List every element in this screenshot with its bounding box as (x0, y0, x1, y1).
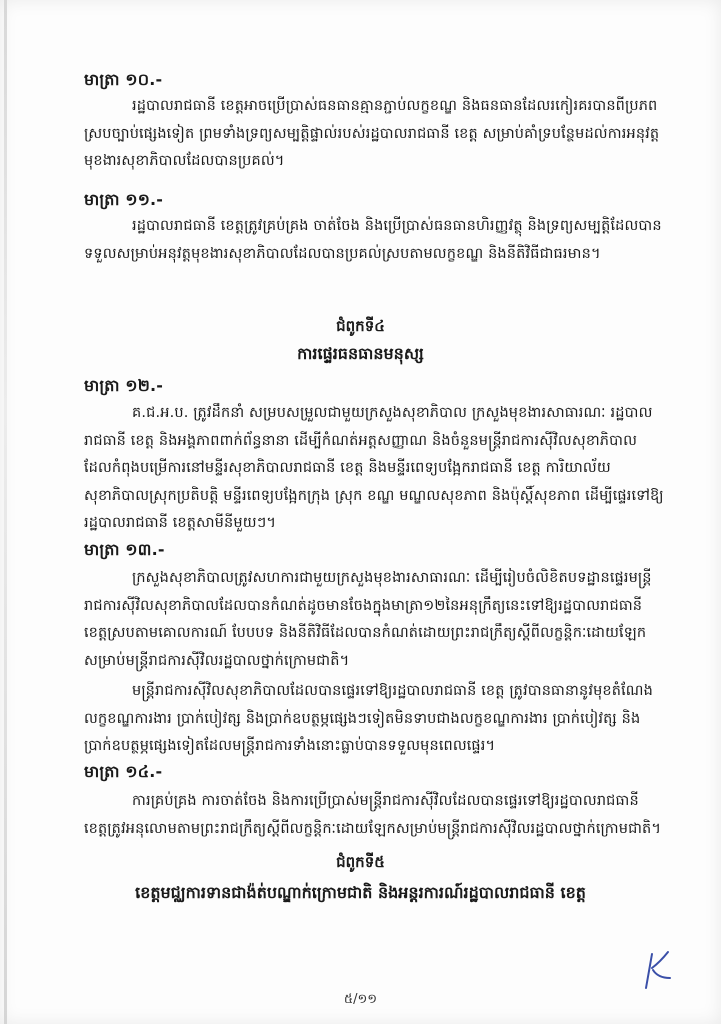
article-10-text: រដ្ឋបាលរាជធានី ខេត្តអាចប្រើប្រាស់ធនធានគ្មានភ្ជាប់លក្ខខណ្ឌ និងធនធានដែលរកៀរគរបានពីប្រភពស្របច្បាប់ផ្សេងទៀត ព្រមទាំងទ្រព្យសម្បត្តិផ្ទាល់របស់រដ្ឋបាលរាជធានី ខេត្ត សម្រាប់គាំទ្របន្ថែមដល់ការអនុវត្តមុខងារសុខាភិបាលដែលបានប្រគល់។ (84, 98, 660, 170)
article-13-body-2 (84, 678, 664, 761)
article-11-body (84, 213, 664, 268)
article-12-heading: មាត្រា ១២.- (84, 376, 164, 395)
article-14-text: ការគ្រប់គ្រង ការចាត់ចែង និងការប្រើប្រាស់មន្ត្រីរាជការស៊ីវិលដែលបានផ្ទេរទៅឱ្យរដ្ឋបាលរាជធានី ខេត្តត្រូវអនុលោមតាមព្រះរាជក្រឹត្យស្ដីពីលក្ខន្តិកៈដោយឡែកសម្រាប់មន្ត្រីរាជការស៊ីវិលរដ្ឋបាលថ្នាក់ក្រោមជាតិ។ (84, 793, 662, 837)
chapter-4-title: ការផ្ទេរធនធានមនុស្ស (297, 344, 424, 363)
article-12-body (84, 400, 664, 538)
article-13-body (84, 565, 664, 675)
article-11-text: រដ្ឋបាលរាជធានី ខេត្តត្រូវគ្រប់គ្រង ចាត់ចែង និងប្រើប្រាស់ធនធានហិរញ្ញវត្ថុ និងទ្រព្យសម្បត្តិដែលបានទទួលសម្រាប់អនុវត្តមុខងារសុខាភិបាលដែលបានប្រគល់ស្របតាមលក្ខខណ្ឌ និងនីតិវិធីជាធរមាន។ (84, 218, 662, 262)
chapter-4-number: ជំពូកទី៤ (336, 317, 385, 335)
article-11-heading: មាត្រា ១១.- (84, 190, 164, 209)
article-14-body (84, 788, 664, 843)
article-13-heading: មាត្រា ១៣.- (84, 540, 165, 559)
signature-initial-icon (640, 948, 674, 990)
chapter-5-title: ខេត្តមជ្ឈការទានជាង៉ត់បណ្ឌាក់ក្រោមជាតិ និងអន្តរការណ៍រដ្ឋបាលរាជធានី ខេត្ត (135, 883, 586, 902)
article-10-body (84, 93, 664, 176)
article-12-text: គ.ជ.អ.ប. ត្រូវដឹកនាំ សម្របសម្រួលជាមួយក្រសួងសុខាភិបាល ក្រសួងមុខងារសាធារណៈ រដ្ឋបាលរាជធានី ខេត្ត និងអង្គភាពពាក់ព័ន្ធនានា ដើម្បីកំណត់អត្តសញ្ញាណ និងចំនួនមន្ត្រីរាជការស៊ីវិលសុខាភិបាលដែលកំពុងបម្រើការនៅមន្ទីរសុខាភិបាលរាជធានី ខេត្ត និងមន្ទីរពេទ្យបង្អែករាជធានី ខេត្ត ការិយាល័យសុខាភិបាលស្រុកប្រតិបត្តិ មន្ទីរពេទ្យបង្អែកក្រុង ស្រុក ខណ្ឌ មណ្ឌលសុខភាព និងប៉ុស្តិ៍សុខភាព ដើម្បីផ្ទេរទៅឱ្យរដ្ឋបាលរាជធានី ខេត្តសាមីនីមួយៗ។ (84, 405, 664, 532)
article-13-text: ក្រសួងសុខាភិបាលត្រូវសហការជាមួយក្រសួងមុខងារសាធារណៈ ដើម្បីរៀបចំលិខិតបទដ្ឋានផ្ទេរមន្ត្រីរាជការស៊ីវិលសុខាភិបាលដែលបានកំណត់ដូចមានចែងក្នុងមាត្រា១២នៃអនុក្រឹត្យនេះទៅឱ្យរដ្ឋបាលរាជធានី ខេត្តស្របតាមគោលការណ៍ បែបបទ និងនីតិវិធីដែលបានកំណត់ដោយព្រះរាជក្រឹត្យស្ដីពីលក្ខន្តិកៈដោយឡែកសម្រាប់មន្ត្រីរាជការស៊ីវិលរដ្ឋបាលថ្នាក់ក្រោមជាតិ។ (84, 570, 652, 669)
chapter-5-number: ជំពូកទី៥ (336, 853, 385, 871)
article-13-text-2: មន្ត្រីរាជការស៊ីវិលសុខាភិបាលដែលបានផ្ទេរទៅឱ្យរដ្ឋបាលរាជធានី ខេត្ត ត្រូវបានធានានូវមុខតំណែង លក្ខខណ្ឌការងារ ប្រាក់បៀវត្ស និងប្រាក់ឧបត្ថម្ភផ្សេងៗទៀតមិនទាបជាងលក្ខខណ្ឌការងារ ប្រាក់បៀវត្ស និងប្រាក់ឧបត្ថម្ភផ្សេងទៀតដែលមន្ត្រីរាជការទាំងនោះធ្លាប់បានទទួលមុនពេលផ្ទេរ។ (84, 683, 653, 755)
article-14-heading: មាត្រា ១៤.- (84, 762, 163, 781)
article-10-heading: មាត្រា ១០.- (84, 70, 163, 89)
page-number: ៥/១១ (343, 992, 378, 1007)
